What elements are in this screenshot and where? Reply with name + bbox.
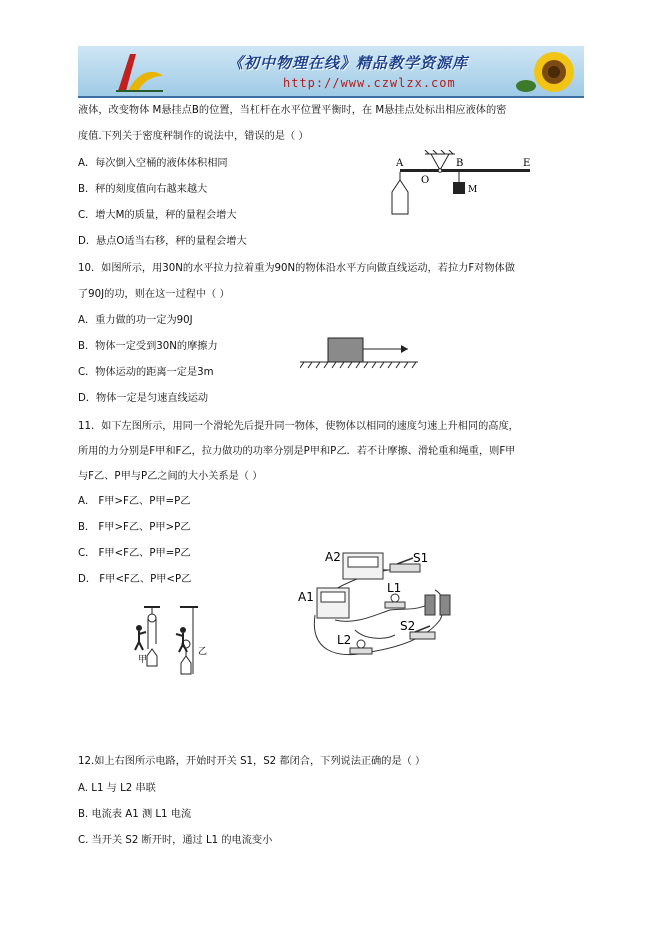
q11-stem-line3: 与F乙、P甲与P乙之间的大小关系是（ ） xyxy=(78,471,263,482)
q10-stem-line2: 了90J的功，则在这一过程中（ ） xyxy=(78,289,230,300)
q9-stem-line2: 度值.下列关于密度秤制作的说法中，错误的是（ ） xyxy=(78,131,309,142)
lever-label-e: E xyxy=(523,158,531,169)
q11-stem-line2: 所用的力分别是F甲和F乙，拉力做功的功率分别是P甲和P乙．若不计摩擦、滑轮重和绳重，则F甲 xyxy=(78,446,516,457)
q10-option-d: D．物体一定是匀速直线运动 xyxy=(78,393,209,404)
pulley-label-yi: 乙 xyxy=(198,647,208,657)
logo-icon xyxy=(108,46,168,96)
circuit-label-a1: A1 xyxy=(298,590,314,604)
q11-option-d: D． F甲<F乙、P甲<P乙 xyxy=(78,574,192,585)
pulley-figure xyxy=(130,604,210,684)
q10-option-b: B．物体一定受到30N的摩擦力 xyxy=(78,341,218,352)
lever-label-m: M xyxy=(468,185,478,195)
circuit-label-l2: L2 xyxy=(337,633,352,647)
header-banner xyxy=(78,46,584,98)
q10-stem-line1: 10．如图所示，用30N的水平拉力拉着重为90N的物体沿水平方向做直线运动，若拉力F对物体做 xyxy=(78,263,515,274)
circuit-figure xyxy=(295,540,455,670)
q9-option-b: B．秤的刻度值向右越来越大 xyxy=(78,184,208,195)
q12-option-c: C. 当开关 S2 断开时，通过 L1 的电流变小 xyxy=(78,835,273,846)
pulley-label-jia: 甲 xyxy=(138,655,148,665)
lever-label-a: A xyxy=(396,158,404,169)
lever-label-b: B xyxy=(456,158,464,169)
q11-option-c: C． F甲<F乙、P甲=P乙 xyxy=(78,548,191,559)
circuit-label-l1: L1 xyxy=(387,581,402,595)
circuit-label-a2: A2 xyxy=(325,550,341,564)
q9-option-a: A．每次倒入空桶的液体体积相同 xyxy=(78,158,228,169)
q9-option-c: C．增大M的质量，秤的量程会增大 xyxy=(78,210,237,221)
q10-option-c: C．物体运动的距离一定是3m xyxy=(78,367,214,378)
block-force-figure xyxy=(300,333,420,373)
q9-option-d: D．悬点O适当右移，秤的量程会增大 xyxy=(78,236,247,247)
banner-url: http://www.czwlzx.com xyxy=(283,76,456,90)
q12-option-a: A. L1 与 L2 串联 xyxy=(78,783,156,794)
q12-option-b: B. 电流表 A1 测 L1 电流 xyxy=(78,809,192,820)
banner-title: 《初中物理在线》精品教学资源库 xyxy=(228,54,469,72)
q9-stem-line1: 液体，改变物体 M悬挂点B的位置，当杠杆在水平位置平衡时，在 M悬挂点处标出相应液体的密 xyxy=(78,105,507,116)
circuit-label-s1: S1 xyxy=(413,551,429,565)
lever-figure xyxy=(385,150,545,220)
lever-label-o: O xyxy=(421,175,430,186)
q11-option-a: A． F甲>F乙、P甲=P乙 xyxy=(78,496,191,507)
q11-option-b: B． F甲>F乙、P甲>P乙 xyxy=(78,522,191,533)
q11-stem-line1: 11．如下左图所示，用同一个滑轮先后提升同一物体，使物体以相同的速度匀速上升相同的高度， xyxy=(78,421,519,432)
q10-option-a: A．重力做的功一定为90J xyxy=(78,315,193,326)
circuit-label-s2: S2 xyxy=(400,619,416,633)
q12-stem: 12.如上右图所示电路，开始时开关 S1，S2 都闭合，下列说法正确的是（ ） xyxy=(78,756,426,767)
sunflower-icon xyxy=(514,46,584,96)
